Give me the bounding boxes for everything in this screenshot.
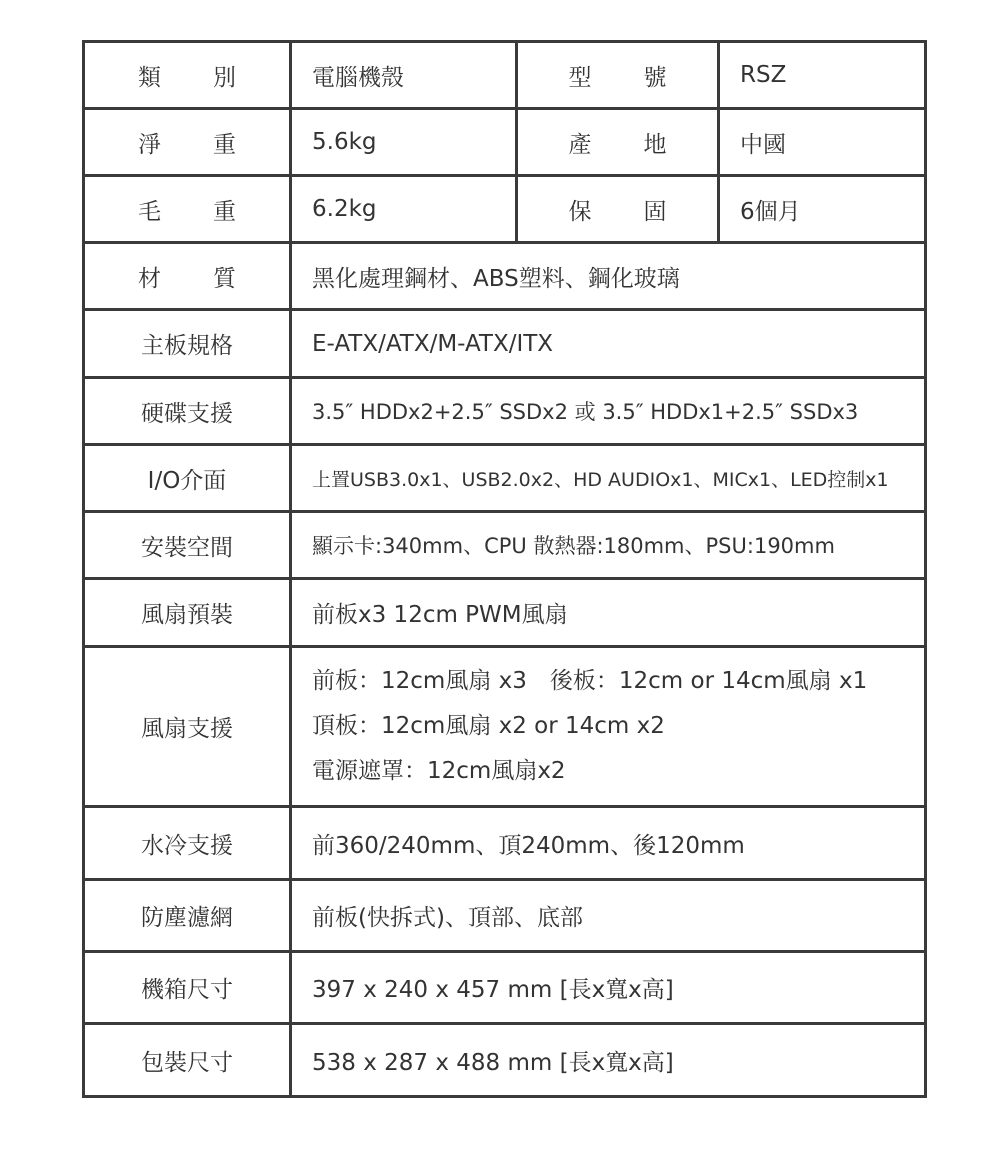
- row-label: 硬碟支援: [84, 378, 291, 445]
- table-row: [84, 579, 926, 647]
- table-row: [84, 880, 926, 952]
- row-label: 防塵濾網: [84, 880, 291, 952]
- row-value: E-ATX/ATX/M-ATX/ITX: [291, 310, 926, 378]
- row-value: 前360/240mm、頂240mm、後120mm: [291, 807, 926, 880]
- value-material: 黑化處理鋼材、ABS塑料、鋼化玻璃: [291, 243, 926, 310]
- value-warranty: 6個月: [719, 176, 926, 243]
- row-label: 主板規格: [84, 310, 291, 378]
- table-row: [84, 243, 926, 310]
- label-gross-weight: 毛 重: [84, 176, 291, 243]
- row-label: 水冷支援: [84, 807, 291, 880]
- table-row: [84, 512, 926, 579]
- value-net-weight: 5.6kg: [291, 109, 517, 176]
- spec-table: [82, 40, 927, 1098]
- label-origin: 產 地: [517, 109, 719, 176]
- row-value: 上置USB3.0x1、USB2.0x2、HD AUDIOx1、MICx1、LED控制x1: [291, 445, 926, 512]
- label-material: 材 質: [84, 243, 291, 310]
- fan-support-value: [291, 647, 926, 807]
- fan-support-line: 前板：12cm風扇 x3 後板：12cm or 14cm風扇 x1: [312, 668, 868, 694]
- value-gross-weight: 6.2kg: [291, 176, 517, 243]
- table-row: [84, 378, 926, 445]
- row-label: 包裝尺寸: [84, 1024, 291, 1097]
- label-warranty: 保 固: [517, 176, 719, 243]
- table-row: [84, 952, 926, 1024]
- row-value: 538 x 287 x 488 mm [長x寬x高]: [291, 1024, 926, 1097]
- row-label: 機箱尺寸: [84, 952, 291, 1024]
- fan-support-line: 電源遮罩：12cm風扇x2: [312, 758, 566, 784]
- table-row: [84, 445, 926, 512]
- table-row: [84, 807, 926, 880]
- row-value: 397 x 240 x 457 mm [長x寬x高]: [291, 952, 926, 1024]
- row-label: I/O介面: [84, 445, 291, 512]
- fan-support-line: 頂板：12cm風扇 x2 or 14cm x2: [312, 713, 665, 739]
- value-origin: 中國: [719, 109, 926, 176]
- table-row: [84, 42, 926, 109]
- row-label: 安裝空間: [84, 512, 291, 579]
- label-category: 類 別: [84, 42, 291, 109]
- value-model: RSZ: [719, 42, 926, 109]
- label-model: 型 號: [517, 42, 719, 109]
- row-label: 風扇預裝: [84, 579, 291, 647]
- table-row: [84, 1024, 926, 1097]
- value-category: 電腦機殼: [291, 42, 517, 109]
- label-net-weight: 淨 重: [84, 109, 291, 176]
- table-row: [84, 647, 926, 807]
- table-row: [84, 176, 926, 243]
- row-value: 前板(快拆式)、頂部、底部: [291, 880, 926, 952]
- row-value: 顯示卡:340mm、CPU 散熱器:180mm、PSU:190mm: [291, 512, 926, 579]
- table-row: [84, 310, 926, 378]
- table-row: [84, 109, 926, 176]
- row-value: 前板x3 12cm PWM風扇: [291, 579, 926, 647]
- row-value: 3.5″ HDDx2+2.5″ SSDx2 或 3.5″ HDDx1+2.5″ SSDx3: [291, 378, 926, 445]
- row-label: 風扇支援: [84, 647, 291, 807]
